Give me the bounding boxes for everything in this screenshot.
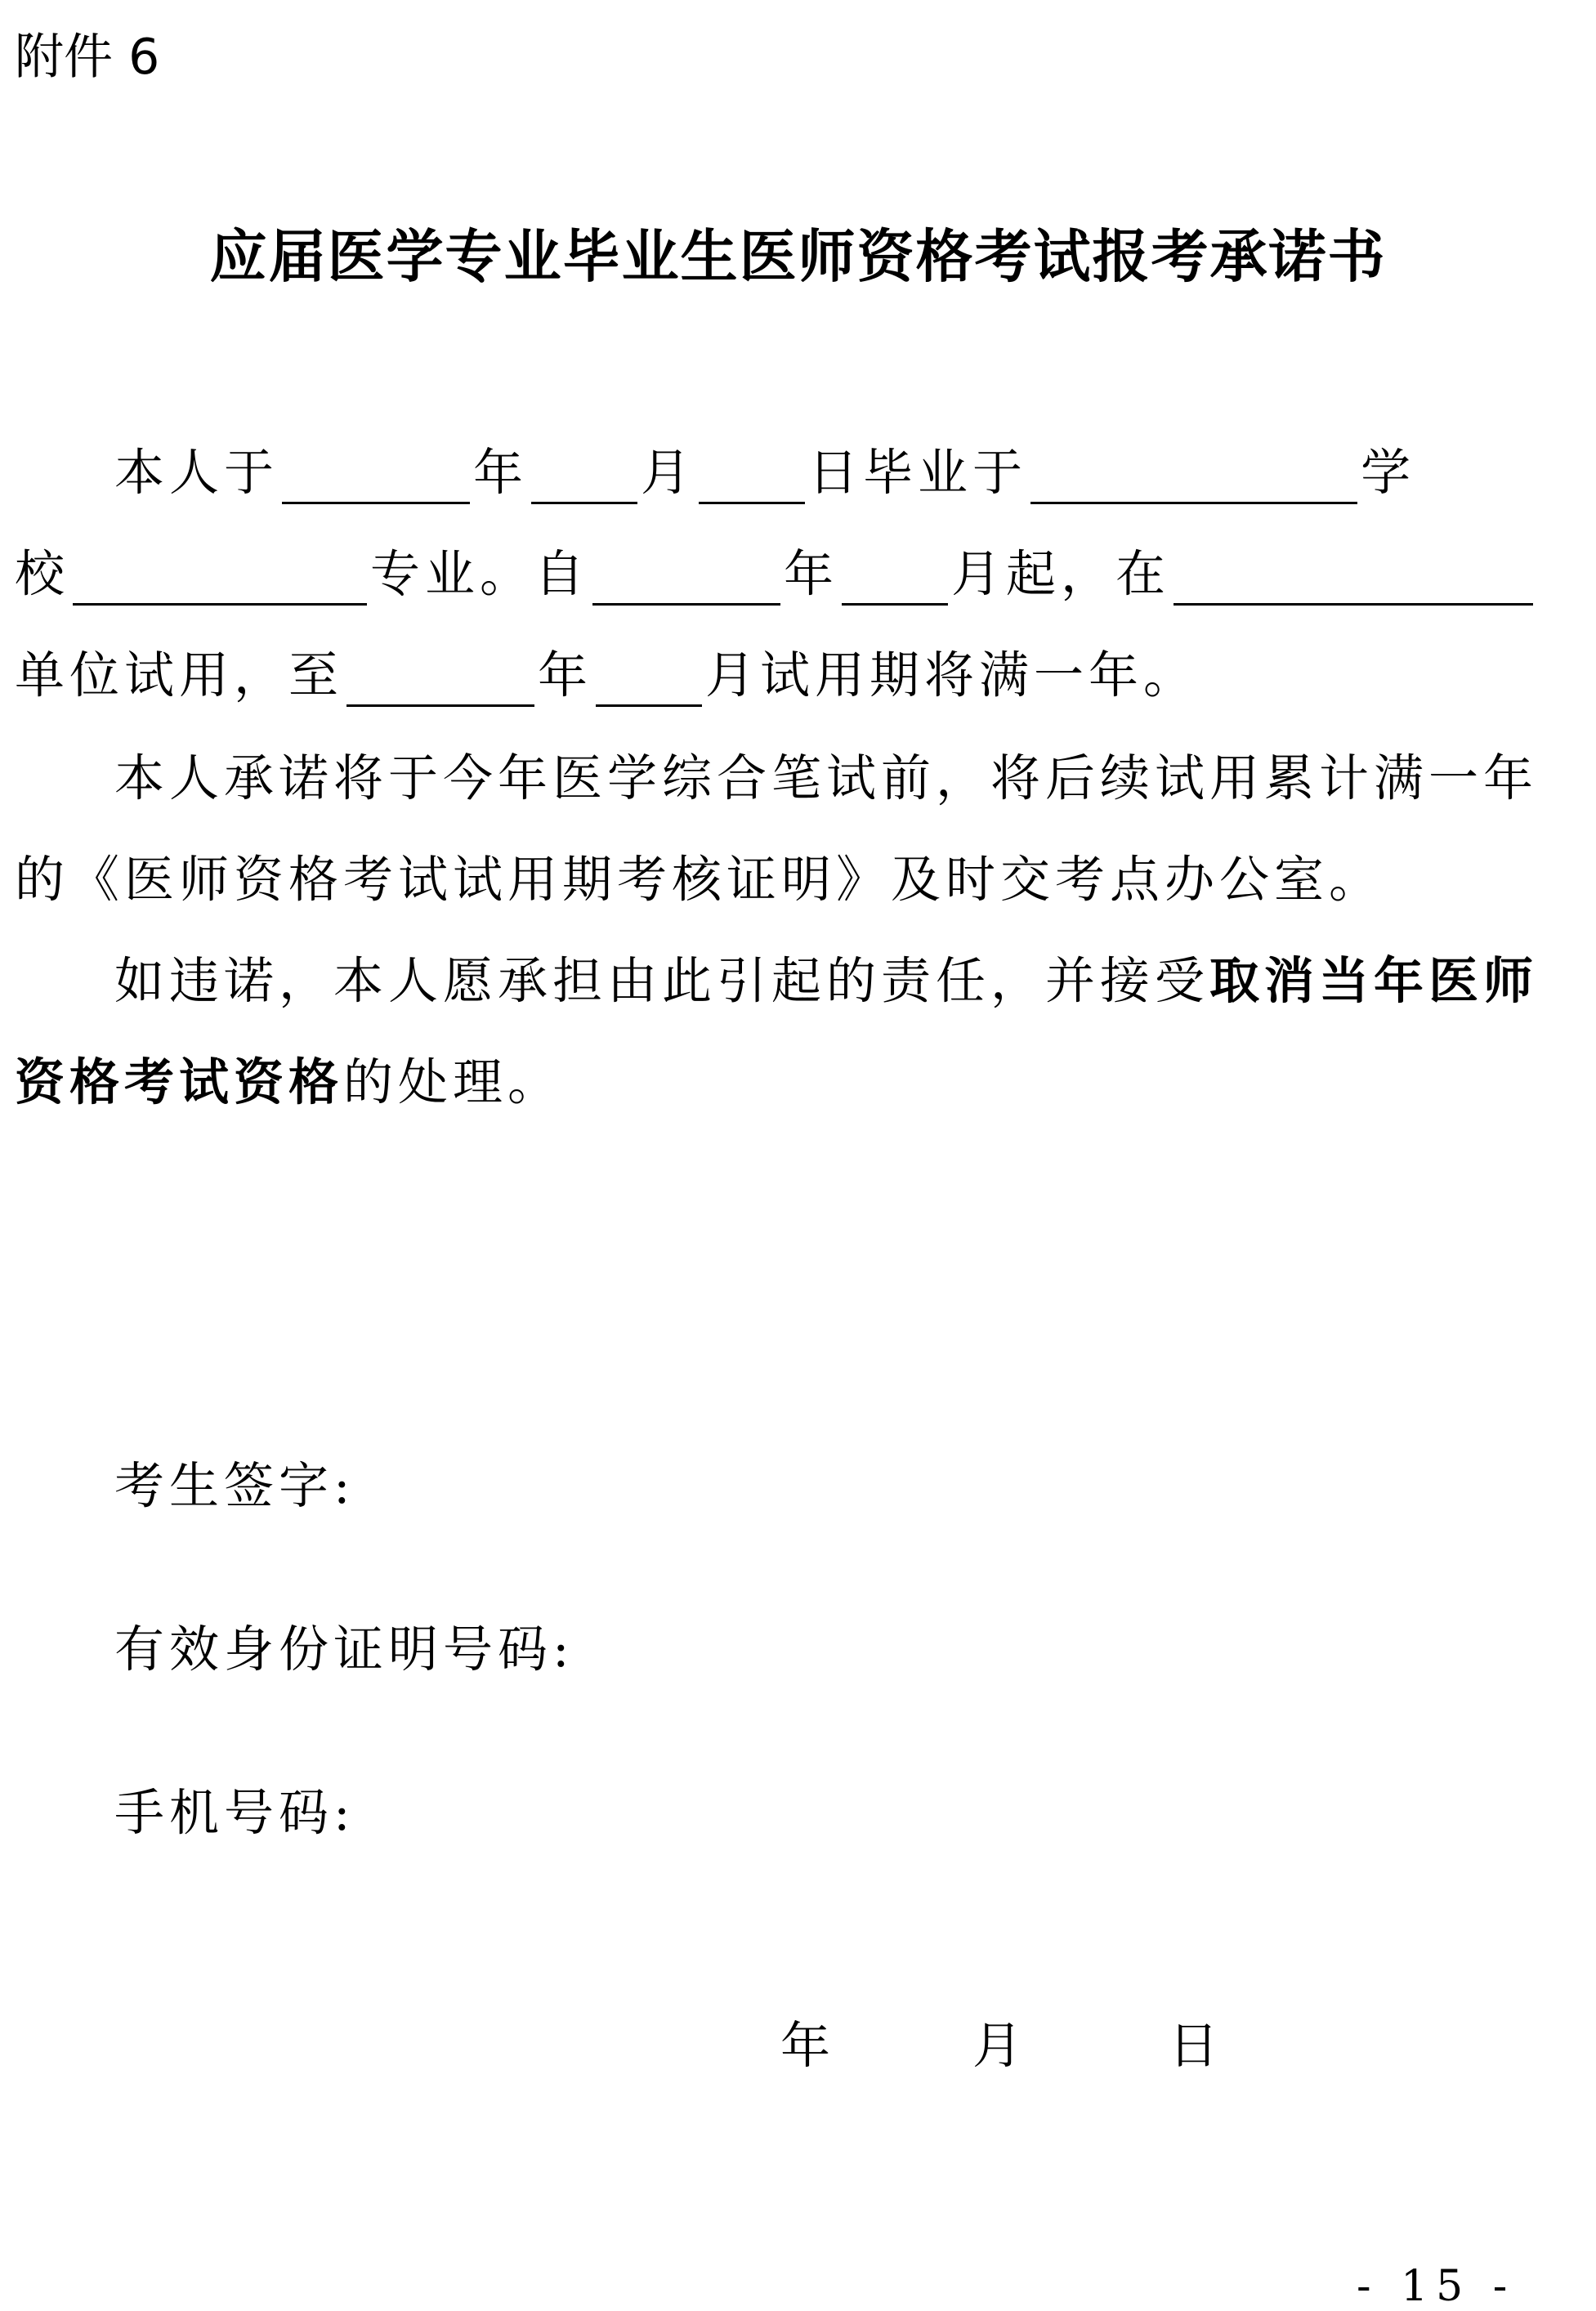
candidate-signature-label: 考生签字: (114, 1457, 355, 1515)
trial-end-month-blank[interactable] (596, 657, 702, 707)
para1-text: 月起，在 (951, 545, 1171, 603)
date-month-label: 月 (972, 2017, 1023, 2075)
trial-unit-blank[interactable] (1174, 556, 1533, 606)
date-year-label: 年 (780, 2017, 831, 2075)
graduation-day-blank[interactable] (699, 454, 805, 504)
date-day-label: 日 (1169, 2017, 1219, 2075)
document-title: 应届医学专业毕业生医师资格考试报考承诺书 (209, 223, 1387, 290)
para1-text: 月 (641, 444, 696, 502)
page-number: - 15 - (1357, 2262, 1516, 2311)
trial-start-year-blank[interactable] (592, 556, 780, 606)
para1-line2 (15, 534, 1536, 606)
para3-emphasis: 取消当年医师 (1209, 952, 1539, 1010)
para2-text: 的《医师资格考试试用期考核证明》及时交考点办公室。 (15, 851, 1384, 909)
para1-text: 学 (1361, 444, 1416, 502)
para1-text: 专业。自 (370, 545, 590, 603)
major-blank[interactable] (73, 556, 367, 606)
para2-line1 (15, 739, 1596, 810)
school-name-blank[interactable] (1030, 454, 1357, 504)
graduation-month-blank[interactable] (531, 454, 637, 504)
para3-text: 的处理。 (343, 1053, 563, 1111)
attachment-label: 附件 6 (15, 29, 160, 86)
para2-text: 本人承诺将于今年医学综合笔试前，将后续试用累计满一年 (114, 749, 1539, 807)
para3-emphasis: 资格考试资格 (15, 1053, 344, 1111)
id-number-label: 有效身份证明号码: (114, 1620, 574, 1678)
para1-text: 日毕业于 (808, 444, 1028, 502)
para3-line1 (15, 941, 1596, 1012)
para2-line2 (15, 840, 1536, 911)
para3-text: 如违诺，本人愿承担由此引起的责任，并接受 (114, 952, 1210, 1010)
para1-line1 (15, 433, 1596, 504)
trial-start-month-blank[interactable] (842, 556, 948, 606)
para1-text: 本人于 (114, 444, 279, 502)
trial-end-year-blank[interactable] (346, 657, 534, 707)
para1-text: 年 (538, 646, 593, 704)
para3-line2 (15, 1043, 1536, 1114)
para1-text: 月试用期将满一年。 (705, 646, 1199, 704)
graduation-year-blank[interactable] (282, 454, 470, 504)
phone-number-label: 手机号码: (114, 1784, 355, 1842)
para1-line3 (15, 636, 1536, 707)
para1-text: 年 (784, 545, 839, 603)
para1-text: 单位试用，至 (15, 646, 344, 704)
para1-text: 年 (473, 444, 529, 502)
para1-text: 校 (15, 545, 70, 603)
